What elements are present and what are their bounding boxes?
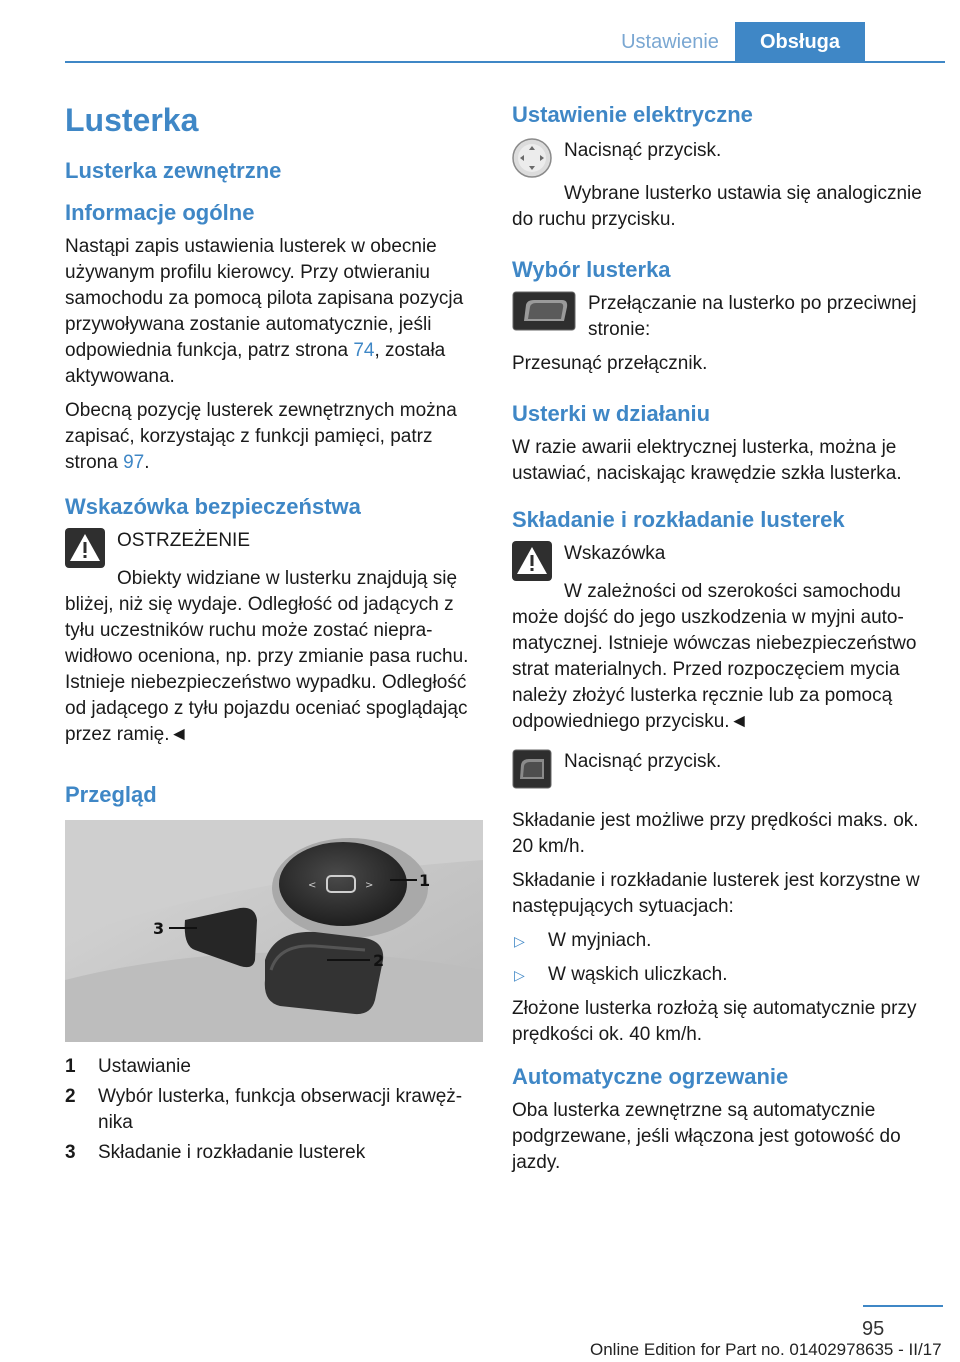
select-heading: Wybór lusterka <box>512 257 671 282</box>
warning-icon <box>512 541 552 581</box>
photo-callout-3: 3 <box>153 919 165 938</box>
page-title: Lusterka <box>65 102 199 138</box>
note-title: Wskazówka <box>564 543 666 564</box>
heating-heading: Automatyczne ogrzewanie <box>512 1064 789 1089</box>
warning-title: OSTRZEŻENIE <box>117 530 251 551</box>
electric-heading: Ustawienie elektryczne <box>512 102 753 127</box>
general-paragraph-1: Nastąpi zapis ustawienia lusterek w obecnie używanym profilu kierowcy. Przy otwieraniu samochodu za pomocą pilota zapisana pozycja przywoływana zostanie automatycznie, jeśli odpowiednia funkcja, patrz strona 74, została aktywowana. <box>65 236 464 387</box>
unfold-text: Złożone lusterka rozłożą się automatycznie przy prędkości ok. 40 km/h. <box>512 998 917 1045</box>
warning-block <box>65 528 483 748</box>
select-instruction: Przełączanie na lusterko po przeciwnej stronie: <box>588 293 917 340</box>
overview-heading: Przegląd <box>65 782 157 807</box>
page-number: 95 <box>862 1318 885 1340</box>
section-subtitle: Lusterka zewnętrzne <box>65 158 282 183</box>
page-header <box>605 22 865 62</box>
electric-instruction: Nacisnąć przycisk. <box>564 140 722 161</box>
fault-heading: Usterki w działaniu <box>512 401 711 426</box>
legend-item: 1 Ustawianie <box>65 1056 191 1077</box>
list-item: ▷ W myjniach. <box>512 928 932 954</box>
fold-speed-text: Składanie jest możliwe przy prędkości maks. ok. 20 km/h. <box>512 810 919 857</box>
safety-heading: Wskazówka bezpieczeństwa <box>65 494 361 519</box>
right-column <box>512 100 932 1184</box>
legend-item: 3 Składanie i rozkładanie lusterek <box>65 1142 366 1163</box>
mirror-controls-photo <box>65 820 483 1042</box>
electric-description: Wybrane lusterko ustawia się analogicznie do ruchu przycisku. <box>512 183 922 230</box>
bullet-triangle-icon: ▷ <box>514 967 525 983</box>
photo-callout-1: 1 <box>419 871 431 890</box>
svg-text:>: > <box>365 880 374 891</box>
heating-text: Oba lusterka zewnętrzne są automatycznie podgrzewane, jeśli włączona jest gotowość do jazdy. <box>512 1100 901 1173</box>
chapter-tab[interactable]: Obsługa <box>735 22 865 62</box>
fold-button-icon <box>512 749 552 794</box>
section-tab[interactable]: Ustawienie <box>621 31 719 53</box>
legend-list <box>65 1054 483 1166</box>
left-column <box>65 100 483 1170</box>
fold-heading: Składanie i rozkładanie lusterek <box>512 507 845 532</box>
page-link-97[interactable]: 97 <box>123 452 145 473</box>
legend-item: 2 Wybór lusterka, funkcja obserwacji krawężnika <box>65 1086 463 1133</box>
general-heading: Informacje ogólne <box>65 200 255 225</box>
general-paragraph-2: Obecną pozycję lusterek zewnętrznych można zapisać, korzystając z funkcji pamięci, patrz strona 97. <box>65 400 457 473</box>
photo-callout-2: 2 <box>373 951 385 970</box>
mirror-select-switch-icon <box>512 291 576 336</box>
warning-text: Obiekty widziane w lusterku znajdują się bliżej, niż się wydaje. Odległość od jadących z tyłu uczestników ruchu może zostać nieprawidłowo oceniona, np. przy zmianie pasa ruchu. Istnieje niebezpieczeństwo wypadku. Odległość od jadącego z tyłu pojazdu oceniać spoglądając przez ramię.◄ <box>65 568 469 745</box>
fault-text: W razie awarii elektrycznej lusterka, można je ustawiać, naciskając krawędzie szkła lusterka. <box>512 437 902 484</box>
mirror-adjust-button-icon <box>512 138 552 183</box>
page-link-74[interactable]: 74 <box>353 340 375 361</box>
select-action: Przesunąć przełącznik. <box>512 353 708 374</box>
fold-instruction: Nacisnąć przycisk. <box>564 751 722 772</box>
warning-icon <box>65 528 105 568</box>
note-block <box>512 541 932 735</box>
svg-text:<: < <box>308 880 317 891</box>
bullet-triangle-icon: ▷ <box>514 933 525 949</box>
note-text: W zależności od szerokości samochodu może dojść do jego uszkodzenia w myjni automatycznej. Istnieje wówczas niebezpieczeństwo strat materialnych. Przed rozpoczęciem mycia należy złożyć lusterka ręcznie lub za pomocą odpowiedniego przycisku.◄ <box>512 581 917 732</box>
fold-situations-text: Składanie i rozkładanie lusterek jest korzystne w następujących sytuacjach: <box>512 870 920 917</box>
footer-rule <box>863 1305 943 1307</box>
list-item: ▷ W wąskich uliczkach. <box>512 962 932 988</box>
header-rule <box>65 61 945 63</box>
edition-footer: Online Edition for Part no. 01402978635 - II/17 <box>590 1340 942 1359</box>
